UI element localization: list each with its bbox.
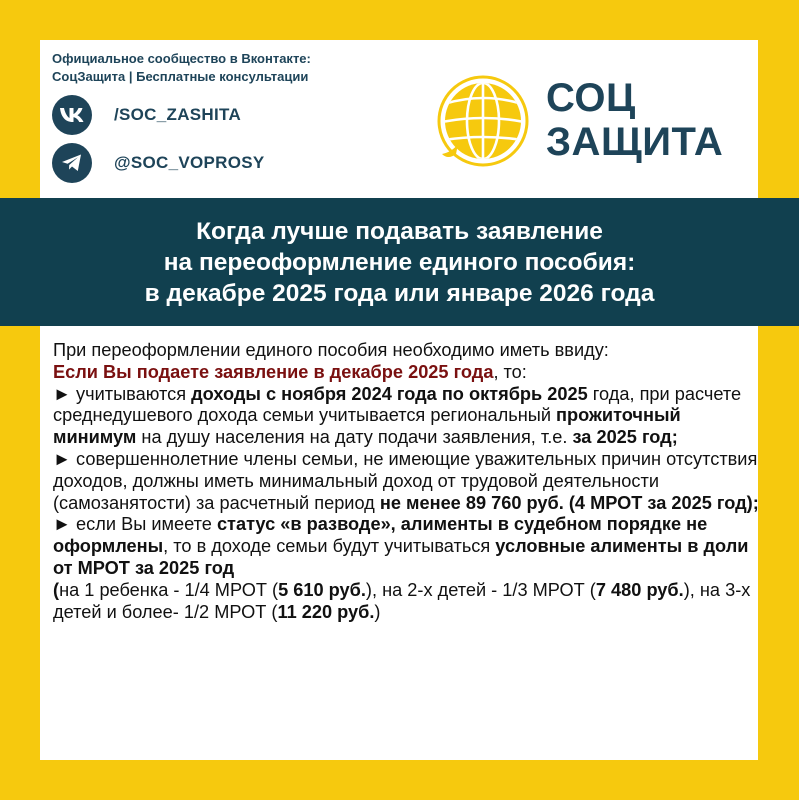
logo-text (546, 76, 723, 164)
bullet-3-status: статус «в разводе», алименты в судебном порядке не оформлены (53, 514, 708, 557)
bullet-3-amount-3: 11 220 руб. (277, 601, 375, 622)
bullet-1-text-a: ► учитываются (53, 383, 192, 404)
title-banner (0, 198, 799, 326)
bullet-1-year: за 2025 год; (572, 427, 678, 448)
vk-link[interactable] (52, 95, 241, 135)
logo-line-1: СОЦ (546, 76, 636, 120)
bullet-3-open-paren: ( (53, 579, 60, 600)
title-line-3: в декабре 2025 года или январе 2026 года (144, 279, 655, 307)
bullet-3-text-c: , то в доходе семьи будут учитываться (163, 536, 496, 557)
title-line-1: Когда лучше подавать заявление (196, 217, 603, 245)
bullet-incomes (53, 384, 759, 449)
telegram-handle: @SOC_VOPROSY (114, 153, 265, 172)
bullet-1-text-c: года, при расчете среднедушевого дохода семьи учитывается региональный (53, 383, 742, 426)
telegram-link[interactable] (52, 143, 265, 183)
community-info (52, 50, 422, 86)
title-line-2: на переоформление единого пособия: (163, 248, 636, 276)
condition-highlight: Если Вы подаете заявление в декабре 2025 года (53, 361, 494, 382)
bullet-1-subsistence: прожиточный минимум (53, 405, 681, 448)
bullet-adult-income (53, 449, 759, 514)
condition-line (53, 362, 759, 384)
condition-tail: , то: (493, 361, 527, 382)
bullet-2-min-income: не менее 89 760 руб. (4 МРОТ за 2025 год); (379, 492, 759, 513)
bullet-3-text-h: ), на 2-х детей - 1/3 МРОТ ( (365, 579, 596, 600)
vk-icon (52, 95, 92, 135)
bullet-3-conditional-alimony: условные алименты в доли от МРОТ за 2025 год (53, 536, 749, 578)
bullet-3-text-a: ► если Вы имеете (53, 514, 217, 535)
vk-handle: /SOC_ZASHITA (114, 105, 242, 124)
bullet-3-text-j: ), на 3-х детей и более- 1/2 МРОТ ( (53, 579, 751, 622)
telegram-icon (52, 143, 92, 183)
bullet-1-text-e: на душу населения на дату подачи заявления, т.е. (136, 427, 573, 448)
community-line-1: Официальное сообщество в Вконтакте: (52, 51, 311, 66)
bullet-3-close-paren: ) (374, 601, 381, 622)
bullet-3-amount-1: 5 610 руб. (278, 579, 366, 600)
intro-text: При переоформлении единого пособия необходимо иметь ввиду: (53, 340, 609, 360)
logo-line-2: ЗАЩИТА (546, 120, 724, 164)
bullet-1-period: доходы с ноября 2024 года по октябрь 2025 (191, 383, 588, 404)
community-line-2: СоцЗащита | Бесплатные консультации (52, 69, 309, 84)
bullet-alimony (53, 514, 759, 623)
bullet-3-text-f: на 1 ребенка - 1/4 МРОТ ( (59, 579, 279, 600)
bullet-2-text-a: ► совершеннолетние члены семьи, не имеющие уважительных причин отсутствия доходов, должны иметь минимальный доход от трудовой деятельности (самозанятости) за расчетный период (53, 448, 758, 513)
content-text (53, 340, 759, 623)
globe-logo-icon (436, 74, 530, 168)
bullet-3-amount-2: 7 480 руб. (595, 579, 684, 600)
